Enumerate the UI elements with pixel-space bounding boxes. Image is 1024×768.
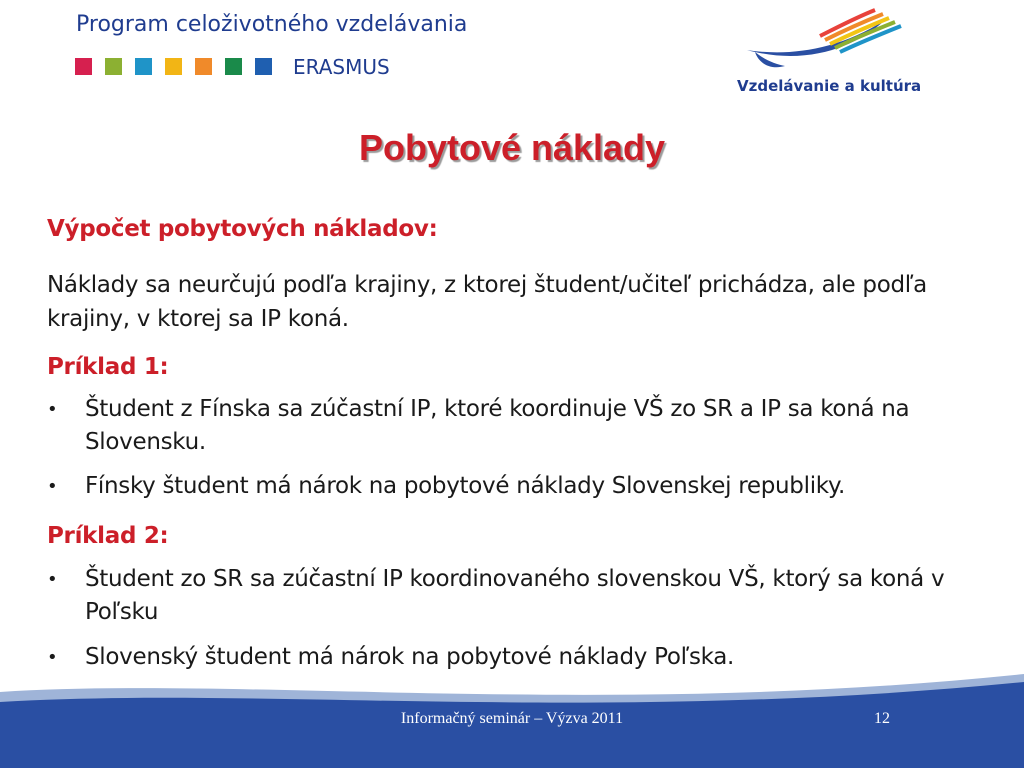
bullet-icon: • <box>47 647 58 668</box>
bullet-icon: • <box>47 476 58 497</box>
list-item <box>47 393 977 459</box>
bullet-text: Fínsky študent má nárok na pobytové náklady Slovenskej republiky. <box>85 473 846 499</box>
logo-text: Vzdelávanie a kultúra <box>737 77 922 95</box>
color-square <box>225 58 242 75</box>
example1-heading: Príklad 1: <box>47 354 169 380</box>
footer-text: Informačný seminár – Výzva 2011 <box>400 710 624 727</box>
bullet-icon: • <box>47 399 58 420</box>
color-squares <box>75 58 272 75</box>
page-number: 12 <box>874 710 890 727</box>
list-item <box>47 563 977 629</box>
bullet-text: Študent z Fínska sa zúčastní IP, ktoré koordinuje VŠ zo SR a IP sa koná na Slovensku. <box>85 396 910 455</box>
slide-title: Pobytové náklady <box>358 127 666 168</box>
color-square <box>195 58 212 75</box>
intro-paragraph: Náklady sa neurčujú podľa krajiny, z ktorej študent/učiteľ prichádza, ale podľa krajiny, v ktorej sa IP koná. <box>47 272 927 332</box>
bullet-text: Slovenský študent má nárok na pobytové náklady Poľska. <box>85 644 735 670</box>
color-square <box>105 58 122 75</box>
bullet-icon: • <box>47 569 58 590</box>
erasmus-label: ERASMUS <box>293 55 390 79</box>
program-title: Program celoživotného vzdelávania <box>76 12 468 37</box>
color-square <box>75 58 92 75</box>
bullet-text: Študent zo SR sa zúčastní IP koordinovaného slovenskou VŠ, ktorý sa koná v Poľsku <box>85 566 945 625</box>
color-square <box>165 58 182 75</box>
color-square <box>255 58 272 75</box>
list-item <box>47 470 977 503</box>
example2-heading: Príklad 2: <box>47 523 169 549</box>
calc-heading: Výpočet pobytových nákladov: <box>47 216 438 242</box>
color-square <box>135 58 152 75</box>
